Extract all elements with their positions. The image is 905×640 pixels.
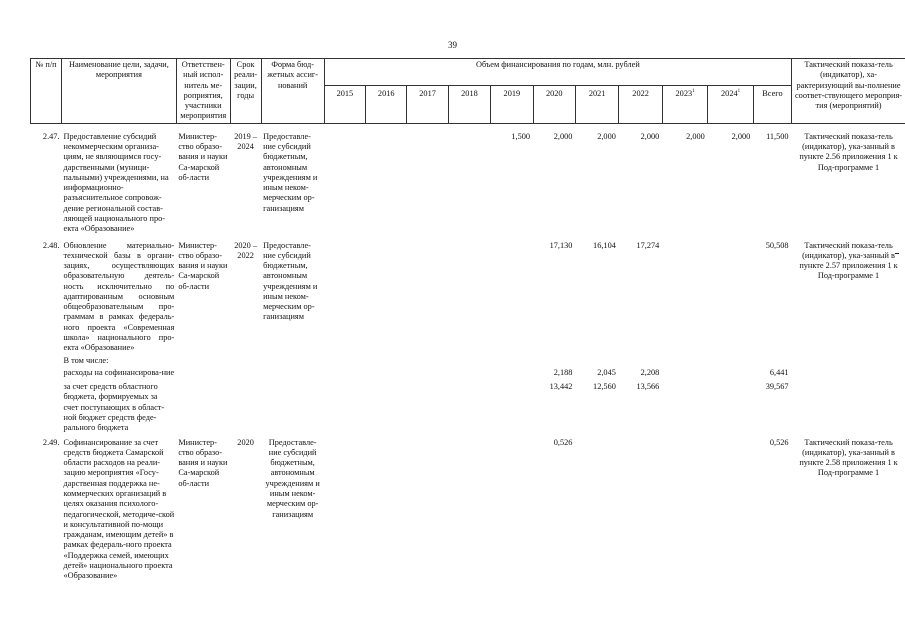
row-term: 2020 – 2022 xyxy=(234,240,258,260)
header-responsible: Ответствен-ный испол-нитель ме-роприятия, участники мероприятия xyxy=(176,59,230,124)
value-2023: 2,000 xyxy=(686,131,705,141)
row-name: Предоставление субсидий некоммерческим организа-циям, не являющимся госу-дарственными (муници-пальными) учреждениями, на информационно-разъяснительное сопровож-дение региональной состав-ляющей национального про-екта «Образование» xyxy=(63,131,169,234)
value-2019 xyxy=(491,379,533,434)
row-indicator: Тактический показа-тель (индикатор), ука-занный в пункте 2.58 приложения 1 к Под-программе 1 xyxy=(799,437,898,478)
value-2016 xyxy=(366,123,407,235)
value-2022: 17,274 xyxy=(636,240,660,250)
row-form: Предоставле-ние субсидий бюджетным, автономным учреждениям и иным неком-мерческим ор-ганизациям xyxy=(263,131,318,213)
value-2019 xyxy=(491,367,533,379)
value-2018 xyxy=(448,123,490,235)
row-indicator: Тактический показа-тель (индикатор), ука-занный в пункте 2.56 приложения 1 к Под-программе 1 xyxy=(799,131,898,172)
year-2018: 2018 xyxy=(448,86,490,124)
header-funding: Объем финансирования по годам, млн. рублей xyxy=(324,59,791,86)
header-form: Форма бюд-жетных ассиг-нований xyxy=(261,59,324,124)
year-2022: 2022 xyxy=(619,86,662,124)
value-2021: 2,000 xyxy=(597,131,616,141)
year-2024: 2024$^1$ xyxy=(708,86,754,124)
header-name: Наименование цели, задачи, мероприятия xyxy=(62,59,177,124)
value-2020: 0,526 xyxy=(553,437,573,447)
year-2023: 2023$^1$ xyxy=(662,86,708,124)
year-2020: 2020 xyxy=(533,86,575,124)
value-total: 6,441 xyxy=(769,367,789,377)
value-2017 xyxy=(407,236,448,355)
funding-table xyxy=(30,58,905,583)
value-2016 xyxy=(366,236,407,355)
table-row xyxy=(31,435,905,583)
header-indicator: Тактический показа-тель (индикатор), ха-рактеризующий вы-полнение соответ-ствующего мероприя-тия (мероприятий) xyxy=(792,59,905,124)
subtotal-label: В том числе: xyxy=(63,355,109,365)
value-total: 0,526 xyxy=(769,437,789,447)
table-row xyxy=(31,367,905,379)
value-2017 xyxy=(407,123,448,235)
year-total: Всего xyxy=(753,86,791,124)
row-indicator: Тактический показа-тель (индикатор), ука-занный в пункте 2.57 приложения 1 к Под-программе 1 xyxy=(799,240,898,281)
value-total: 39,567 xyxy=(765,382,789,392)
value-2015 xyxy=(324,435,365,583)
value-2017 xyxy=(407,435,448,583)
table-row xyxy=(31,355,905,367)
value-2016 xyxy=(366,379,407,434)
value-2021: 2,045 xyxy=(597,367,616,377)
margin-mark xyxy=(895,253,899,254)
value-2022 xyxy=(619,435,662,583)
value-2018 xyxy=(448,435,490,583)
value-total: 11,500 xyxy=(766,131,789,141)
page-number: 39 xyxy=(448,40,457,50)
value-2020: 17,130 xyxy=(549,240,573,250)
value-2024 xyxy=(708,367,754,379)
value-2023 xyxy=(662,379,708,434)
row-responsible: Министер-ство образо-вания и науки Са-марской об-ласти xyxy=(178,240,228,291)
value-2023 xyxy=(662,435,708,583)
row-name: за счет средств областного бюджета, формируемых за счет поступающих в област-ной бюджет средств феде-рального бюджета xyxy=(63,382,165,433)
row-num: 2.47. xyxy=(42,131,60,141)
table-row xyxy=(31,379,905,434)
row-name: расходы на софинансирова-ние xyxy=(63,367,175,377)
value-2019 xyxy=(491,236,533,355)
value-2017 xyxy=(407,367,448,379)
value-2018 xyxy=(448,236,490,355)
value-2024 xyxy=(708,379,754,434)
year-2015: 2015 xyxy=(324,86,365,124)
row-num: 2.48. xyxy=(42,240,60,250)
row-responsible: Министер-ство образо-вания и науки Са-марской об-ласти xyxy=(178,131,228,182)
value-2019 xyxy=(491,435,533,583)
table-row xyxy=(31,123,905,235)
row-form: Предоставле-ние субсидий бюджетным, автономным учреждениям и иным неком-мерческим ор-ганизациям xyxy=(265,437,320,519)
value-total: 50,508 xyxy=(765,240,789,250)
value-2024 xyxy=(708,236,754,355)
value-2022: 13,566 xyxy=(636,382,660,392)
value-2015 xyxy=(324,236,365,355)
row-num: 2.49. xyxy=(42,437,60,447)
value-2023 xyxy=(662,367,708,379)
row-name: Обновление материально-технической базы в органи-зациях, осуществляющих образовательную деятель-ность исключительно по адаптированным основным общеобразовательным про-граммам в рамках федераль-ного проекта «Современная школа» национального про-екта «Образование» xyxy=(63,240,175,353)
value-2015 xyxy=(324,367,365,379)
value-2020: 2,188 xyxy=(553,367,573,377)
value-2024: 2,000 xyxy=(731,131,751,141)
header-term: Срок реали-зации, годы xyxy=(230,59,261,124)
value-2015 xyxy=(324,379,365,434)
value-2019: 1,500 xyxy=(511,131,531,141)
table-row xyxy=(31,236,905,355)
value-2021: 16,104 xyxy=(593,240,616,250)
value-2015 xyxy=(324,123,365,235)
value-2016 xyxy=(366,367,407,379)
year-2017: 2017 xyxy=(407,86,448,124)
year-2016: 2016 xyxy=(366,86,407,124)
value-2018 xyxy=(448,367,490,379)
value-2017 xyxy=(407,379,448,434)
row-form: Предоставле-ние субсидий бюджетным, автономным учреждениям и иным неком-мерческим ор-ганизациям xyxy=(263,240,318,322)
value-2022: 2,000 xyxy=(640,131,660,141)
row-term: 2019 – 2024 xyxy=(234,131,258,151)
value-2022: 2,208 xyxy=(640,367,660,377)
row-responsible: Министер-ство образо-вания и науки Са-марской об-ласти xyxy=(178,437,228,488)
header-num: № п/п xyxy=(31,59,62,124)
year-2021: 2021 xyxy=(575,86,618,124)
year-2019: 2019 xyxy=(491,86,533,124)
value-2020: 2,000 xyxy=(553,131,573,141)
value-2020: 13,442 xyxy=(549,382,573,392)
value-2023 xyxy=(662,236,708,355)
value-2021 xyxy=(575,435,618,583)
value-2016 xyxy=(366,435,407,583)
row-name: Софинансирование за счет средств бюджета Самарской области расходов на реали-зацию мероприятия «Госу-дарственная поддержка не-коммерческих организаций в целях оказания психолого-педагогической, методиче-ской и консультативной по-мощи гражданам, имеющим детей» в рамках федераль-ного проекта «Поддержка семей, имеющих детей» национального проекта «Образование» xyxy=(63,437,175,581)
value-2018 xyxy=(448,379,490,434)
value-2024 xyxy=(708,435,754,583)
value-2021: 12,560 xyxy=(593,382,616,392)
row-term: 2020 xyxy=(237,437,254,447)
